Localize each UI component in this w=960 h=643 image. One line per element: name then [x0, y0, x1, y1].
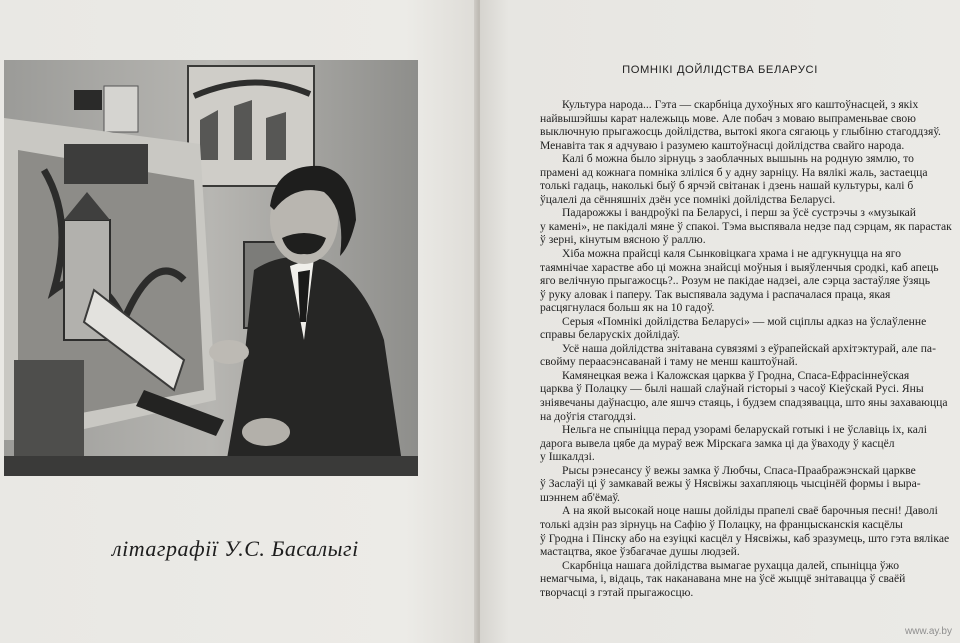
text-line: толькі адзін раз зірнуць на Сафію ў Полацку, на францысканскія касцёлы [540, 517, 903, 531]
text-line: зніявечаны даўнасцю, але яшчэ стаяць, і будзем спадзявацца, што яны захаваюцца [540, 396, 948, 410]
text-line: ў руку аловак і паперу. Так выспявала задума і распачалася праца, якая [540, 287, 891, 301]
text-line: Серыя «Помнікі дойлідства Беларусі» — мой сціплы адказ на ўслаўленне [562, 314, 927, 328]
text-line: на доўгія стагоддзі. [540, 409, 637, 423]
left-page [0, 0, 478, 643]
text-line: творчасці з гэтай прыгажосцю. [540, 585, 694, 599]
artist-photo-illustration [4, 60, 418, 476]
article-title: ПОМНІКІ ДОЙЛІДСТВА БЕЛАРУСІ [622, 64, 818, 76]
text-line: ў Заслаўі ці ў замкавай вежы ў Нясвіжы захапляюць чысцінёй формы і выра- [540, 477, 921, 491]
text-line: Калі б можна было зірнуць з заоблачных вышынь на родную зямлю, то [562, 152, 914, 166]
text-line: Хіба можна прайсці каля Сынковіцкага храма і не адгукнуцца на яго [562, 247, 901, 261]
text-line: ў Гродна і Пінску або на езуіцкі касцёл у Нясвіжы, каб зразумець, што гэта вялікае [540, 531, 950, 545]
text-line: Падарожжы і вандроўкі па Беларусі, і перш за ўсё сустрэчы з «музыкай [562, 206, 917, 220]
text-line: прамені ад кожнага помніка зліліся б у адну зарніцу. На вялікі жаль, застаецца [540, 165, 928, 179]
text-line: царква ў Полацку — былі нашай слаўнай гісторыі з часоў Кіеўскай Русі. Яны [540, 382, 924, 396]
text-line: Рысы рэнесансу ў вежы замка ў Любчы, Спаса-Праабражэнскай царкве [562, 463, 916, 477]
text-line: дарога вывела цябе да мураў веж Мірскага замка ці да ўваходу ў касцёл [540, 436, 895, 450]
artist-photo [4, 60, 418, 476]
photo-caption: літаграфії У.С. Басалыгі [112, 536, 359, 561]
text-line: Скарбніца нашага дойлідства вымагае рухацца далей, спыніцца ўжо [562, 558, 900, 572]
article-body [540, 98, 960, 599]
text-line: найвышэйшы карат належыць мове. Але побач з моваю выпраменьвае свою [540, 111, 916, 125]
text-line: Культура народа... Гэта — скарбніца духоўных яго каштоўнасцей, з якіх [562, 98, 919, 111]
text-line: выключную прыгажосць дойлідства, вытокі якога сягаюць у глыбіню стагоддзяў. [540, 125, 941, 139]
text-line: Усё наша дойлідства знітавана сувязямі з еўрапейскай архітэктурай, але па- [562, 341, 936, 355]
text-line: Менавіта так я адчуваю і разумею каштоўнасці дойлідства свайго народа. [540, 138, 905, 152]
text-line: ў зерні, кінутым вясною ў раллю. [540, 233, 706, 247]
text-line: Нельга не спыніцца перад узорамі беларускай готыкі і не ўславіць іх, калі [562, 423, 927, 437]
text-line: свойму пераасэнсаванай і таму не менш каштоўнай. [540, 355, 798, 369]
text-line: А на якой высокай ноце нашы дойліды прапелі сваё барочныя песні! Даволі [562, 504, 938, 518]
text-line: справы беларускіх дойлідаў. [540, 328, 680, 342]
text-line: немагчыма, і, відаць, так наканавана мне на ўсё жыццё знітавацца ў сваёй [540, 572, 906, 586]
text-line: у камені», не пакідалі мяне ў спакоі. Тэма выспявала недзе пад сэрцам, як парастак [540, 219, 952, 233]
text-line: расцягнулася больш як на 10 гадоў. [540, 301, 715, 315]
site-watermark: www.ay.by [904, 626, 952, 637]
text-line: у Ішкалдзі. [540, 450, 595, 464]
text-line: шэннем аб'ёмаў. [540, 490, 620, 504]
text-line: яго велічную прыгажосць?.. Розум не пакідае надзеі, але сэрца застаўляе ўзяць [540, 274, 931, 288]
text-line: таямнічае харастве або ці можна знайсці моўныя і выяўленчыя сродкі, каб апець [540, 260, 939, 274]
text-line: ўцалелі да сённяшніх дзён усе помнікі дойлідства Беларусі. [540, 192, 836, 206]
text-line: мастацтва, якое ўзбагачае душы людзей. [540, 545, 740, 559]
text-line: Камянецкая вежа і Каложская царква ў Гродна, Спаса-Ефрасіннеўская [562, 368, 910, 382]
text-line: толькі гадаць, наколькі быў б ярчэй світанак і дзень нашай культуры, калі б [540, 179, 914, 193]
